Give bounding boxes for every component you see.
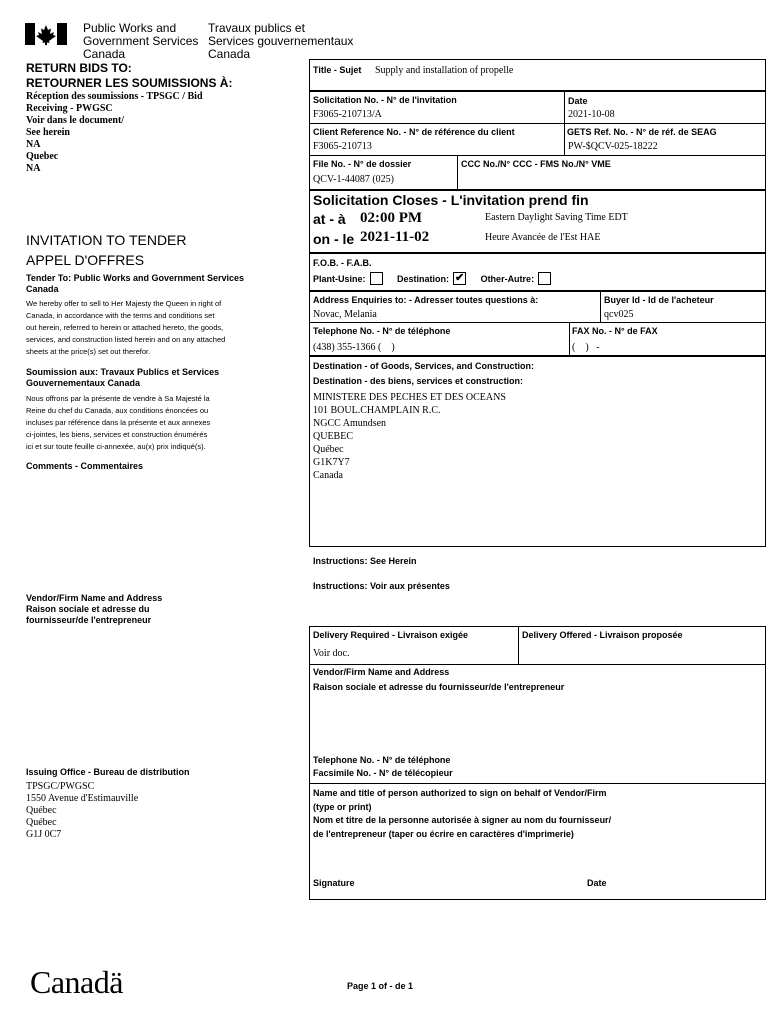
date-label: Date — [568, 96, 588, 106]
closing-at-label: at - à — [313, 211, 346, 227]
closing-time: 02:00 PM — [360, 210, 423, 226]
fax-label: FAX No. - N° de FAX — [572, 326, 658, 336]
signature-date-label: Date — [587, 878, 607, 888]
fob-options — [313, 273, 557, 286]
closing-heading: Solicitation Closes - L'invitation prend fin — [313, 192, 589, 208]
comments-label: Comments - Commentaires — [26, 461, 144, 471]
plant-usine-checkbox[interactable] — [370, 272, 383, 285]
page-number: Page 1 of - de 1 — [347, 981, 414, 991]
closing-on-label: on - le — [313, 231, 355, 247]
vendor-name-field[interactable] — [312, 696, 762, 754]
vendor-telephone-label: Telephone No. - N° de téléphone — [313, 755, 451, 765]
address-enquiries-label: Address Enquiries to: - Adresser toutes questions à: — [313, 295, 539, 305]
file-no-value: QCV-1-44087 (025) — [313, 174, 395, 185]
client-ref-label: Client Reference No. - N° de référence du client — [313, 127, 515, 137]
tender-to: Tender To: Public Works and Government Services Canada — [26, 273, 245, 294]
vendor-firm-label-left: Vendor/Firm Name and Address Raison sociale et adresse du fournisseur/de l'entrepreneur — [26, 593, 163, 625]
delivery-offered-label: Delivery Offered - Livraison proposée — [522, 630, 683, 640]
address-enquiries-value: Novac, Melania — [313, 309, 377, 320]
telephone-label: Telephone No. - N° de téléphone — [313, 326, 451, 336]
title-label: Title - Sujet — [313, 65, 362, 75]
buyer-id-label: Buyer Id - Id de l'acheteur — [604, 295, 714, 305]
return-bids-heading-fr: RETOURNER LES SOUMISSIONS À: — [26, 76, 233, 90]
return-bids-address: Réception des soumissions - TPSGC / Bid Receiving - PWGSC Voir dans le document/ See herein NA Quebec NA — [26, 91, 203, 174]
other-autre-label: Other-Autre: — [480, 273, 535, 284]
vendor-name-label-en: Vendor/Firm Name and Address — [313, 667, 450, 677]
department-name-en: Public Works and Government Services Canada — [83, 21, 199, 61]
gets-ref-value: PW-$QCV-025-18222 — [568, 141, 658, 152]
gets-ref-label: GETS Ref. No. - N° de réf. de SEAG — [567, 127, 717, 137]
ccc-label: CCC No./N° CCC - FMS No./N° VME — [461, 159, 611, 169]
instructions-fr: Instructions: Voir aux présentes — [313, 581, 450, 591]
date-value: 2021-10-08 — [568, 109, 615, 120]
solicitation-label: Solicitation No. - N° de l'invitation — [313, 95, 457, 105]
canada-wordmark: Canadä — [30, 964, 123, 1000]
invitation-title-en: INVITATION TO TENDER — [26, 232, 187, 248]
fax-value: ( ) - — [572, 342, 600, 353]
offer-text-fr: Nous offrons par la présente de vendre à Sa Majesté la Reine du chef du Canada, aux conditions énoncées ou incluses par référence dans la présente et aux annexes ci-jointes, les biens, services et construction énumérés ici et sur toute feuille ci-annexée, au(x) prix indiqué(s). — [26, 394, 211, 451]
signatory-label: Name and title of person authorized to sign on behalf of Vendor/Firm (type or print) Nom et titre de la personne autorisée à signer au nom du fournisseur/ de l'entrepreneur (taper ou écrire en caractères d'imprimerie) — [313, 788, 612, 839]
client-ref-value: F3065-210713 — [313, 141, 372, 152]
issuing-office-address: TPSGC/PWGSC 1550 Avenue d'Estimauville Québec Québec G1J 0C7 — [26, 781, 139, 840]
department-name-fr: Travaux publics et Services gouvernementaux Canada — [208, 21, 354, 61]
closing-tz-fr: Heure Avancée de l'Est HAE — [485, 232, 601, 243]
soumission-heading: Soumission aux: Travaux Publics et Services Gouvernementaux Canada — [26, 367, 220, 388]
title-value: Supply and installation of propelle — [375, 65, 514, 76]
destination-label-fr: Destination - des biens, services et construction: — [313, 376, 524, 386]
buyer-id-value: qcv025 — [604, 309, 634, 320]
checkmark-icon: ✔ — [455, 272, 465, 284]
telephone-value: (438) 355-1366 ( ) — [313, 342, 395, 353]
closing-date: 2021-11-02 — [360, 229, 430, 245]
destination-label: Destination: — [397, 273, 450, 284]
return-bids-heading-en: RETURN BIDS TO: — [26, 61, 132, 75]
canada-flag-logo — [25, 23, 67, 45]
destination-label-en: Destination - of Goods, Services, and Construction: — [313, 361, 535, 371]
destination-address: MINISTERE DES PECHES ET DES OCEANS 101 BOUL.CHAMPLAIN R.C. NGCC Amundsen QUEBEC Québec G1K7Y7 Canada — [313, 392, 506, 481]
destination-checkbox[interactable] — [453, 272, 466, 285]
closing-tz-en: Eastern Daylight Saving Time EDT — [485, 212, 628, 223]
delivery-required-label: Delivery Required - Livraison exigée — [313, 630, 469, 640]
other-autre-checkbox[interactable] — [538, 272, 551, 285]
signature-label: Signature — [313, 878, 355, 888]
file-no-label: File No. - N° de dossier — [313, 159, 412, 169]
delivery-required-value: Voir doc. — [313, 648, 350, 659]
vendor-facsimile-label: Facsimile No. - N° de télécopieur — [313, 768, 453, 778]
instructions-en: Instructions: See Herein — [313, 556, 417, 566]
invitation-title-fr: APPEL D'OFFRES — [26, 252, 145, 268]
plant-usine-label: Plant-Usine: — [313, 273, 366, 284]
vendor-name-label-fr: Raison sociale et adresse du fournisseur/de l'entrepreneur — [313, 682, 565, 692]
offer-text-en: We hereby offer to sell to Her Majesty the Queen in right of Canada, in accordance with the terms and conditions set out herein, referred to herein or attached hereto, the goods, services, and construction listed herein and on any attached sheets at the price(s) set out therefor. — [26, 299, 226, 356]
solicitation-value: F3065-210713/A — [313, 109, 382, 120]
fob-label: F.O.B. - F.A.B. — [313, 258, 372, 268]
issuing-office-label: Issuing Office - Bureau de distribution — [26, 767, 190, 777]
